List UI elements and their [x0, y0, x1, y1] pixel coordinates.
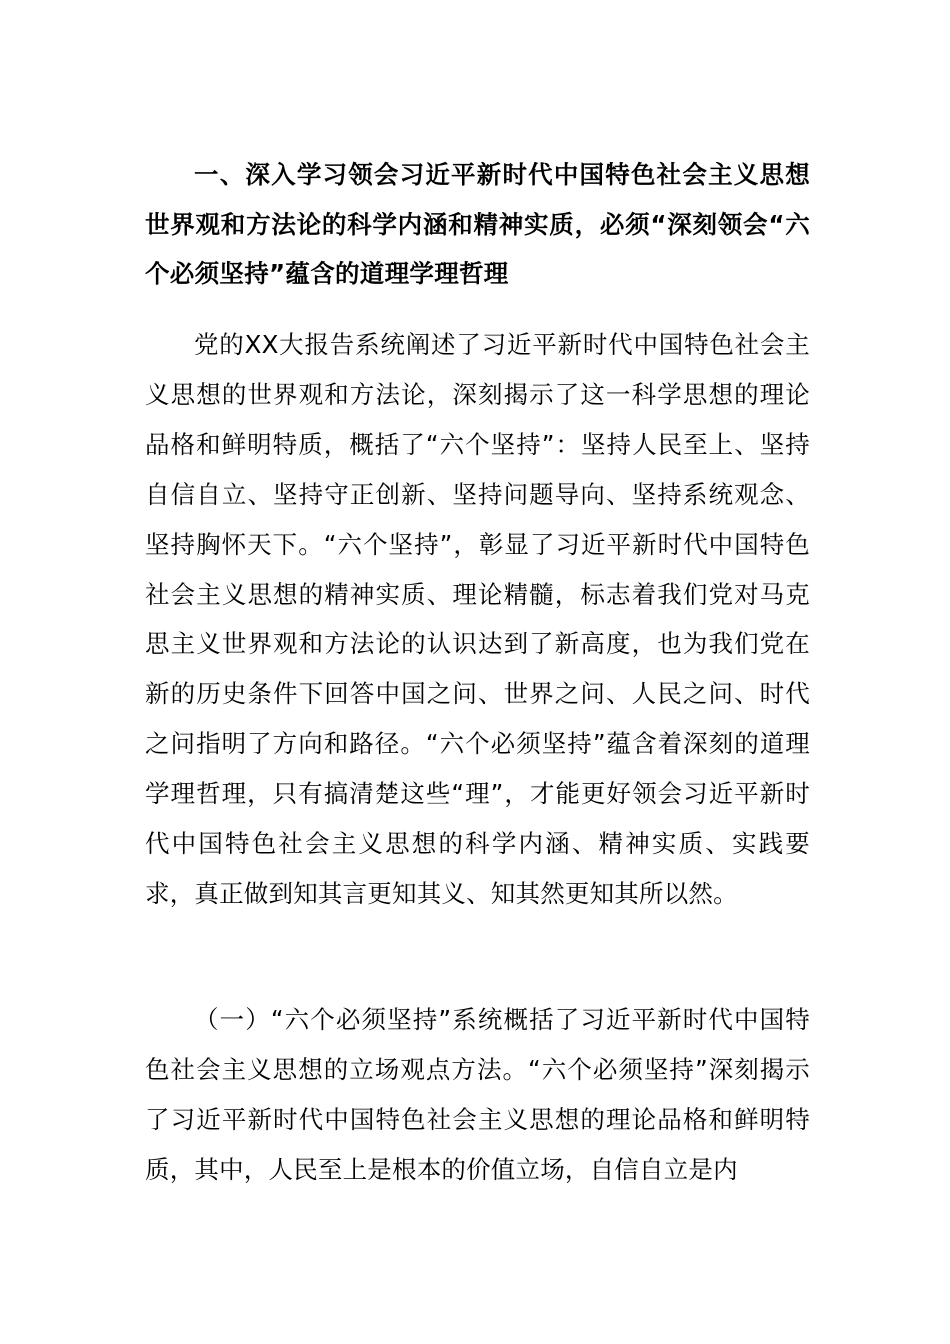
section-heading: 一、深入学习领会习近平新时代中国特色社会主义思想世界观和方法论的科学内涵和精神实质，必须“深刻领会“六个必须坚持”蕴含的道理学理哲理: [145, 160, 810, 288]
body-paragraph: 党的XX大报告系统阐述了习近平新时代中国特色社会主义思想的世界观和方法论，深刻揭示了这一科学思想的理论品格和鲜明特质，概括了“六个坚持”：坚持人民至上、坚持自信自立、坚持守正创新、坚持问题导向、坚持系统观念、坚持胸怀天下。“六个坚持”，彰显了习近平新时代中国特色社会主义思想的精神实质、理论精髓，标志着我们党对马克思主义世界观和方法论的认识达到了新高度，也为我们党在新的历史条件下回答中国之问、世界之问、人民之问、时代之问指明了方向和路径。“六个必须坚持”蕴含着深刻的道理学理哲理，只有搞清楚这些“理”，才能更好领会习近平新时代中国特色社会主义思想的科学内涵、精神实质、实践要求，真正做到知其言更知其义、知其然更知其所以然。: [145, 330, 810, 908]
body-paragraph: （一）“六个必须坚持”系统概括了习近平新时代中国特色社会主义思想的立场观点方法。“六个必须坚持”深刻揭示了习近平新时代中国特色社会主义思想的理论品格和鲜明特质，其中，人民至上是根本的价值立场，自信自立是内: [145, 1005, 810, 1184]
